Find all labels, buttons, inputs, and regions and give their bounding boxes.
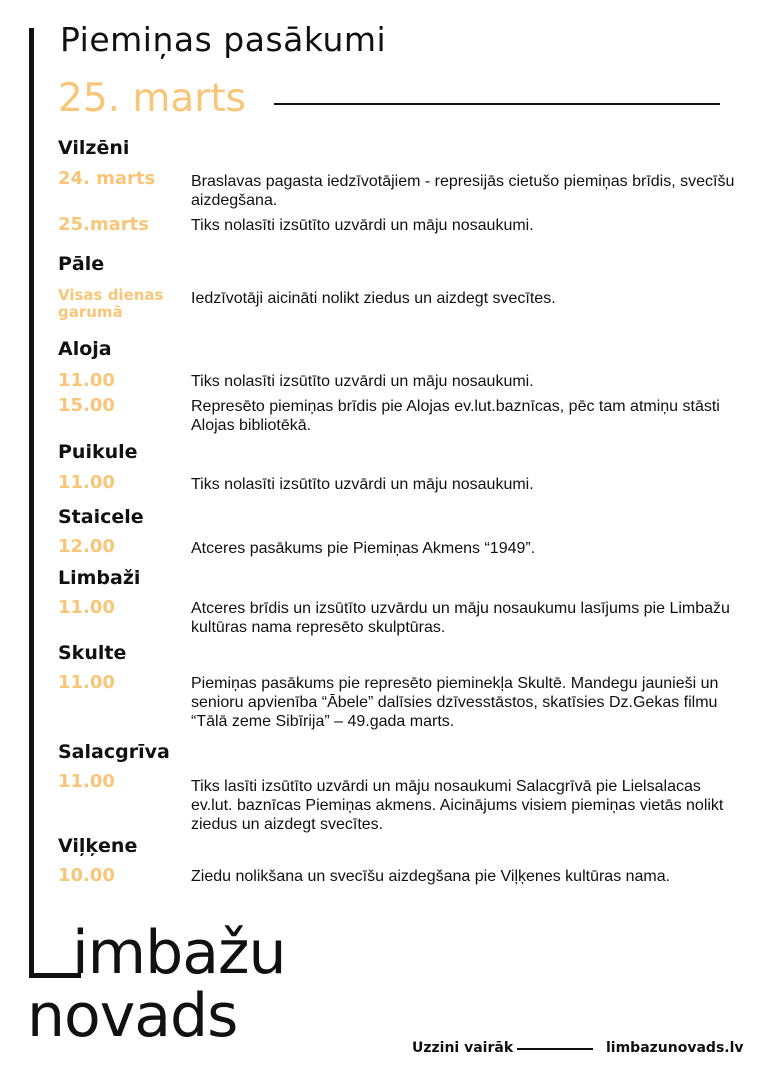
event-time: 12.00 (58, 536, 115, 557)
footer-divider (517, 1048, 593, 1050)
location-heading: Pāle (58, 253, 105, 275)
learn-more-label: Uzzini vairāk (412, 1040, 514, 1056)
event-description: Tiks nolasīti izsūtīto uzvārdi un māju nosaukumi. (191, 476, 534, 493)
event-time: 11.00 (58, 472, 115, 493)
event-description: Atceres brīdis un izsūtīto uzvārdu un māju nosaukumu lasījums pie Limbažu kultūras nama represēto skulptūras. (191, 600, 730, 636)
page-title: Piemiņas pasākumi (60, 20, 387, 59)
event-time: 11.00 (58, 597, 115, 618)
location-heading: Aloja (58, 338, 112, 360)
location-heading: Viļķene (58, 835, 138, 857)
event-time: 11.00 (58, 771, 115, 792)
event-description: Braslavas pagasta iedzīvotājiem - represijās cietušo piemiņas brīdis, svecīšu aizdegšana. (191, 173, 735, 209)
event-time: 11.00 (58, 672, 115, 693)
event-description: Ziedu nolikšana un svecīšu aizdegšana pie Viļķenes kultūras nama. (191, 868, 671, 885)
date-divider (274, 103, 720, 105)
event-time: 11.00 (58, 370, 115, 391)
event-description: Atceres pasākums pie Piemiņas Akmens “1949”. (191, 540, 536, 557)
logo-line-1: imbažu (72, 918, 286, 988)
event-time: 10.00 (58, 865, 115, 886)
location-heading: Skulte (58, 642, 127, 664)
event-description: Tiks nolasīti izsūtīto uzvārdi un māju nosaukumi. (191, 217, 534, 234)
location-heading: Limbaži (58, 567, 141, 589)
event-description: Piemiņas pasākums pie represēto pieminekļa Skultē. Mandegu jaunieši un senioru apvienība “Ābele” dalīsies dzīvesstāstos, skatīsies Dz.Gekas filmu “Tālā zeme Sibīrija” – 49.gada marts. (191, 675, 719, 730)
location-heading: Vilzēni (58, 137, 130, 159)
event-description: Tiks lasīti izsūtīto uzvārdi un māju nosaukumi Salacgrīvā pie Lielsalacas ev.lut. baznīcas Piemiņas akmens. Aicinājums visiem piemiņas vietās nolikt ziedus un aizdegt svecītes. (191, 778, 724, 833)
logo-vertical-bar (29, 28, 34, 978)
location-heading: Puikule (58, 441, 138, 463)
event-time: 25.marts (58, 214, 149, 235)
event-time: 24. marts (58, 168, 156, 189)
location-heading: Staicele (58, 506, 144, 528)
event-description: Tiks nolasīti izsūtīto uzvārdi un māju nosaukumi. (191, 373, 534, 390)
event-date: 25. marts (58, 76, 246, 121)
event-description: Represēto piemiņas brīdis pie Alojas ev.lut.baznīcas, pēc tam atmiņu stāsti Alojas bibliotēkā. (191, 398, 720, 434)
logo-line-2: novads (27, 981, 238, 1051)
event-time: Visas dienas garumā (58, 286, 164, 321)
event-description: Iedzīvotāji aicināti nolikt ziedus un aizdegt svecītes. (191, 290, 556, 307)
website-link[interactable]: limbazunovads.lv (606, 1040, 744, 1056)
event-time: 15.00 (58, 395, 115, 416)
location-heading: Salacgrīva (58, 741, 170, 763)
